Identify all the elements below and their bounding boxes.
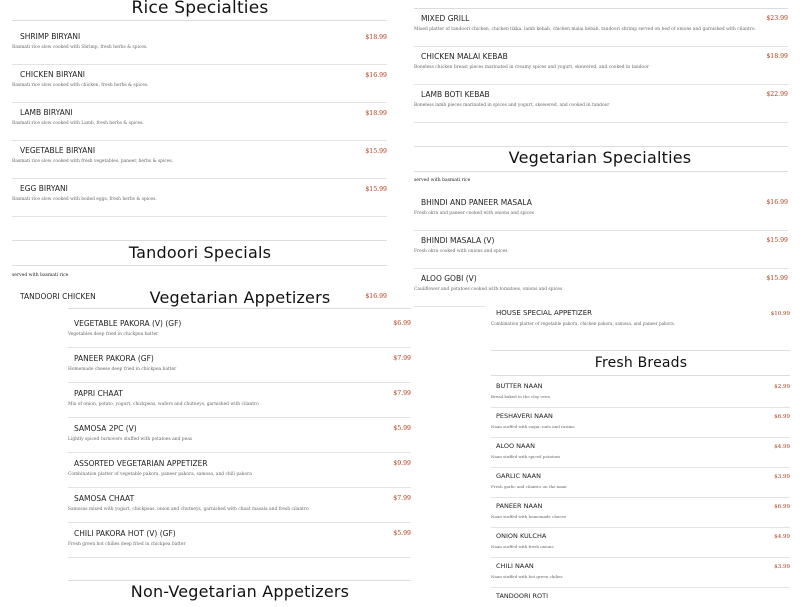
- menu-item[interactable]: [68, 487, 411, 522]
- section-note: served with basmati rice: [414, 178, 471, 183]
- menu-item[interactable]: [12, 64, 387, 102]
- menu-item[interactable]: [491, 377, 790, 407]
- item-name: LAMB BIRYANI: [20, 108, 73, 117]
- item-price: $5.99: [393, 425, 411, 432]
- divider: [414, 122, 788, 123]
- item-name: VEGETABLE PAKORA (V) (GF): [74, 319, 182, 328]
- item-name: SAMOSA 2PC (V): [74, 424, 137, 433]
- item-description: Boneless chicken breast pieces marinated in creamy spices and yogurt, skewered, and cooked in tandoor: [414, 65, 649, 70]
- item-name: LAMB BOTI KEBAB: [421, 90, 490, 99]
- divider: [12, 20, 387, 21]
- item-name: PESHAVERI NAAN: [496, 412, 553, 420]
- item-price: $4.99: [774, 444, 790, 450]
- item-description: Fresh okra cooked with onions and spices: [414, 249, 508, 254]
- item-price: $18.99: [365, 110, 387, 117]
- menu-item[interactable]: [491, 527, 790, 557]
- item-name: CHILI PAKORA HOT (V) (GF): [74, 529, 176, 538]
- divider: [12, 265, 387, 266]
- item-description: Fresh green hot chilies deep fried in chickpea batter: [68, 542, 186, 547]
- panel-rice-tandoori: [0, 0, 400, 303]
- menu-item[interactable]: [414, 46, 788, 84]
- menu-item[interactable]: [491, 437, 790, 467]
- section-title-rice: Rice Specialties: [131, 0, 269, 18]
- menu-item[interactable]: [68, 312, 411, 347]
- item-description: Bread baked in the clay oven: [491, 394, 550, 399]
- menu-item[interactable]: [12, 140, 387, 178]
- item-price: $6.99: [774, 414, 790, 420]
- item-price: $18.99: [766, 53, 788, 60]
- menu-item[interactable]: [491, 305, 790, 333]
- item-price: $22.99: [766, 91, 788, 98]
- item-description: Fresh okra and paneer cooked with onions and spices: [414, 211, 535, 216]
- item-price: $6.99: [774, 504, 790, 510]
- item-description: Vegetables deep fried in chickpea batter: [68, 332, 159, 337]
- menu-item[interactable]: [414, 8, 788, 46]
- item-description: Basmati rice slow cooked with chicken, fresh herbs & spices.: [12, 83, 149, 88]
- item-price: $7.99: [393, 495, 411, 502]
- item-description: Basmati rice slow cooked with Shrimp, fresh herbs & spices.: [12, 45, 148, 50]
- item-name: TANDOORI CHICKEN: [20, 292, 96, 301]
- item-name: ONION KULCHA: [496, 532, 547, 540]
- section-title-nonveg-appetizers: Non-Vegetarian Appetizers: [130, 582, 350, 601]
- section-title-tandoori: Tandoori Specials: [128, 243, 272, 262]
- item-name: ASSORTED VEGETARIAN APPETIZER: [74, 459, 208, 468]
- item-name: BUTTER NAAN: [496, 382, 543, 390]
- menu-item[interactable]: [414, 84, 788, 122]
- item-description: Cauliflower and potatoes cooked with tomatoes, onions and spices: [414, 287, 563, 292]
- panel-tandoori-veg: [400, 0, 800, 306]
- item-price: $16.99: [365, 293, 387, 300]
- item-description: Combination platter of vegetable pakora, chicken pakora, samosa, and paneer pakora.: [491, 321, 676, 326]
- menu-item[interactable]: [414, 192, 788, 230]
- item-description: Naan stuffed with sugar, nuts and raisins: [491, 424, 575, 429]
- section-note: served with basmati rice: [12, 273, 69, 278]
- item-name: PANEER PAKORA (GF): [74, 354, 154, 363]
- divider: [491, 350, 790, 351]
- section-title-breads: Fresh Breads: [594, 355, 688, 371]
- item-price: $15.99: [365, 148, 387, 155]
- menu-item[interactable]: [491, 497, 790, 527]
- divider: [414, 146, 788, 147]
- menu-item[interactable]: [12, 26, 387, 64]
- item-description: Combination platter of vegetable pakora, paneer pakora, samosa, and chili pakora: [68, 472, 252, 477]
- item-price: $3.99: [774, 474, 790, 480]
- divider: [68, 580, 411, 581]
- menu-item[interactable]: [12, 102, 387, 140]
- item-price: $10.99: [770, 311, 790, 317]
- item-name: EGG BIRYANI: [20, 184, 68, 193]
- item-description: Basmati rice slow cooked with fresh vegetables, paneer, herbs & spices.: [12, 159, 174, 164]
- item-name: BHINDI AND PANEER MASALA: [421, 198, 532, 207]
- item-name: PANEER NAAN: [496, 502, 543, 510]
- item-price: $7.99: [393, 355, 411, 362]
- item-price: $4.99: [774, 534, 790, 540]
- item-description: Naan stuffed with fresh onions: [491, 544, 554, 549]
- item-description: Naan stuffed with spiced potatoes: [491, 454, 561, 459]
- item-name: HOUSE SPECIAL APPETIZER: [496, 309, 593, 317]
- item-name: CHILI NAAN: [496, 562, 534, 570]
- menu-item[interactable]: [491, 407, 790, 437]
- divider: [68, 557, 411, 558]
- item-name: ALOO NAAN: [496, 442, 535, 450]
- section-title-veg: Vegetarian Specialties: [508, 148, 692, 167]
- item-description: Basmati rice slow cooked with Lamb, fresh herbs & spices.: [12, 121, 144, 126]
- item-price: $9.99: [393, 460, 411, 467]
- menu-item[interactable]: [491, 587, 790, 607]
- item-price: $6.99: [393, 320, 411, 327]
- item-description: Mix of onion, potato, yogurt, chickpeas, wafers and chutneys, garnished with cilantro: [68, 402, 259, 407]
- item-price: $15.99: [766, 237, 788, 244]
- item-name: ALOO GOBI (V): [421, 274, 477, 283]
- menu-item[interactable]: [491, 557, 790, 587]
- divider: [12, 240, 387, 241]
- item-description: Boneless lamb pieces marinated in spices and yogurt, skewered, and cooked in tandoor: [414, 103, 610, 108]
- divider: [68, 308, 411, 309]
- divider: [12, 216, 387, 217]
- item-name: MIXED GRILL: [421, 14, 470, 23]
- item-price: $15.99: [365, 186, 387, 193]
- menu-item[interactable]: [68, 347, 411, 382]
- item-price: $2.99: [774, 384, 790, 390]
- menu-item[interactable]: [491, 467, 790, 497]
- item-name: CHICKEN BIRYANI: [20, 70, 86, 79]
- menu-item[interactable]: [414, 268, 788, 306]
- item-name: SAMOSA CHAAT: [74, 494, 135, 503]
- menu-item[interactable]: [414, 230, 788, 268]
- section-title-veg-appetizers: Vegetarian Appetizers: [149, 288, 331, 307]
- panel-breads: [485, 305, 800, 600]
- item-price: $18.99: [365, 34, 387, 41]
- item-description: Homemade cheese deep fried in chickpea batter: [68, 367, 177, 372]
- item-name: BHINDI MASALA (V): [421, 236, 495, 245]
- item-price: $23.99: [766, 15, 788, 22]
- menu-item[interactable]: [68, 522, 411, 557]
- divider: [491, 375, 790, 376]
- menu-item[interactable]: [68, 452, 411, 487]
- divider: [414, 171, 788, 172]
- item-description: Naan stuffed with hot green chilies: [491, 574, 563, 579]
- item-description: Mixed platter of tandoori chicken, chicken tikka, lamb kebab, chicken malai kebab, tandoori shrimp served on bed of onions and garnished with cilantro.: [414, 27, 756, 32]
- item-name: GARLIC NAAN: [496, 472, 541, 480]
- item-name: PAPRI CHAAT: [74, 389, 123, 398]
- item-description: Fresh garlic and cilantro on the naan: [491, 484, 567, 489]
- item-price: $15.99: [766, 275, 788, 282]
- item-name: CHICKEN MALAI KEBAB: [421, 52, 508, 61]
- item-price: $5.99: [393, 530, 411, 537]
- item-description: Lightly spiced turnovers stuffed with potatoes and peas: [68, 437, 193, 442]
- menu-item[interactable]: [68, 417, 411, 452]
- menu-item[interactable]: [12, 178, 387, 216]
- item-price: $16.99: [766, 199, 788, 206]
- item-name: SHRIMP BIRYANI: [20, 32, 81, 41]
- item-name: TANDOORI ROTI: [496, 592, 549, 600]
- item-description: Samosas mixed with yogurt, chickpeas, onion and chutneys, garnished with chaat masala and fresh cilantro: [68, 507, 309, 512]
- item-price: $7.99: [393, 390, 411, 397]
- item-description: Naan stuffed with homemade cheese: [491, 514, 567, 519]
- item-price: $3.99: [774, 564, 790, 570]
- item-price: $16.99: [365, 72, 387, 79]
- item-description: Basmati rice slow cooked with boiled eggs, fresh herbs & spices.: [12, 197, 157, 202]
- menu-item[interactable]: [68, 382, 411, 417]
- item-name: VEGETABLE BIRYANI: [20, 146, 96, 155]
